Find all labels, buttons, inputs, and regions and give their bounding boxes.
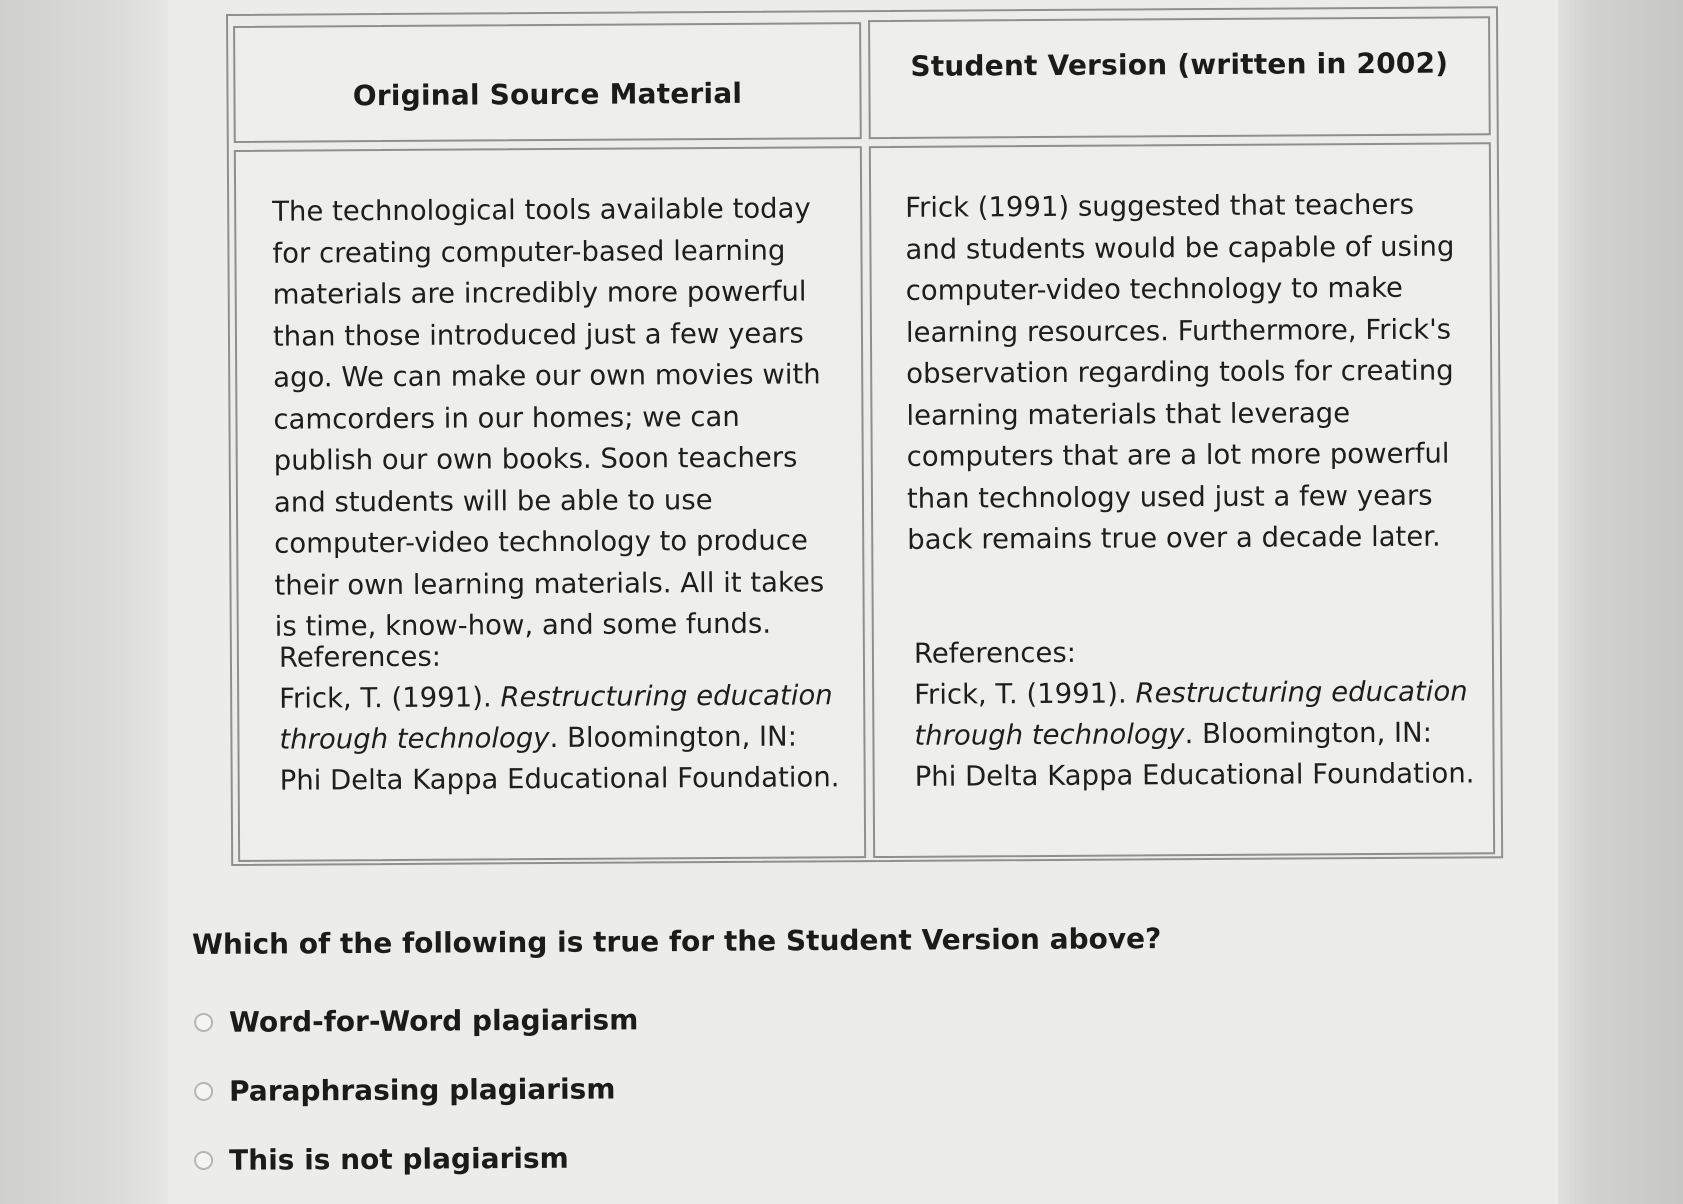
reference-title-part1: Restructuring education [1135,675,1468,710]
original-references [279,634,840,801]
references-label: References: [913,636,1077,670]
original-source-text: The technological tools available today for creating computer-based learning materials are incredibly more powerful than those introduced just a few years ago. We can make our own movies with camcorders in our homes; we can publish our own books. Soon teachers and students will be able to use computer-video technology to produce their own learning materials. All it takes is time, know-how, and some funds. [272,192,825,643]
option-not-plagiarism[interactable] [194,1142,569,1177]
header-cell-original [233,22,862,143]
option-label[interactable]: This is not plagiarism [228,1141,569,1177]
radio-button[interactable] [194,1151,213,1170]
radio-button[interactable] [194,1013,213,1032]
student-version-text: Frick (1991) suggested that teachers and students would be capable of using computer-video technology to make learning resources. Furthermore, Frick's observation regarding tools for creating learning materials that leverage computers that are a lot more powerful than technology used just a few years back remains true over a decade later. [905,188,1455,556]
reference-line-2 [914,712,1474,756]
reference-title-part2: through technology [914,718,1185,752]
reference-location: . Bloomington, IN: [549,720,798,755]
original-source-cell [234,146,866,862]
radio-button[interactable] [194,1082,213,1101]
comparison-table [226,6,1503,866]
references-label: References: [278,640,442,674]
header-student-version: Student Version (written in 2002) [910,46,1449,83]
header-cell-student [868,16,1491,139]
question-prompt: Which of the following is true for the Student Version above? [192,922,1162,961]
reference-line-2 [279,716,839,760]
option-paraphrasing[interactable] [194,1072,616,1108]
reference-title-part2: through technology [279,722,550,756]
option-label[interactable]: Paraphrasing plagiarism [228,1072,616,1108]
reference-line-1 [914,671,1474,715]
reference-line-1 [279,675,839,719]
option-label[interactable]: Word-for-Word plagiarism [228,1003,639,1039]
header-original-source: Original Source Material [352,76,743,113]
student-version-cell [869,142,1495,858]
option-word-for-word[interactable] [194,1003,638,1039]
student-references [914,630,1475,797]
reference-publisher: Phi Delta Kappa Educational Foundation. [914,757,1475,793]
reference-author: Frick, T. (1991). [279,681,501,715]
reference-author: Frick, T. (1991). [914,677,1136,711]
reference-publisher: Phi Delta Kappa Educational Foundation. [279,761,840,797]
reference-title-part1: Restructuring education [500,679,833,714]
reference-location: . Bloomington, IN: [1184,716,1433,751]
